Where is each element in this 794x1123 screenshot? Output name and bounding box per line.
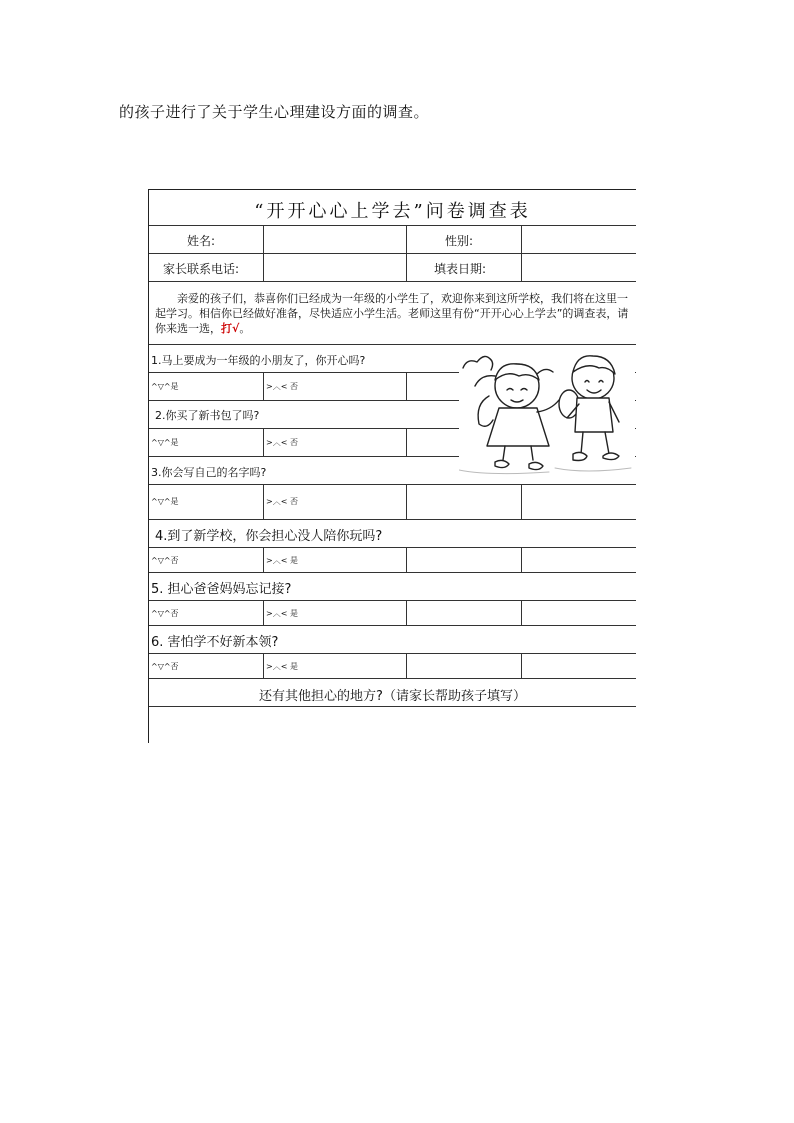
col-divider — [521, 600, 522, 625]
col-divider — [263, 547, 264, 572]
row-divider — [149, 653, 636, 654]
col-divider — [521, 653, 522, 678]
col-divider — [406, 600, 407, 625]
col-divider — [406, 484, 407, 519]
greeting-lead: 亲爱的孩子们，恭喜你们已经成为一年级的小学生了，欢迎你来到这所学校，我们将在这里一起学习。相信你已经做好准备，尽快适应小学生活。老师这里有份“开开心心上学去”的调查表，请你来选一选， — [155, 292, 629, 335]
tick-mark-text: 打√ — [221, 322, 240, 335]
col-divider — [263, 372, 264, 400]
col-divider — [406, 653, 407, 678]
col-divider — [263, 600, 264, 625]
row-divider — [149, 344, 636, 345]
q6-option-yes[interactable]: >︿< 是 — [266, 662, 298, 671]
col-divider — [406, 547, 407, 572]
q2-option-yes[interactable]: ^▽^是 — [151, 438, 179, 447]
intro-text: 的孩子进行了关于学生心理建设方面的调查。 — [119, 103, 430, 121]
gender-field[interactable] — [523, 227, 635, 252]
greeting-end: 。 — [239, 322, 251, 335]
other-worries-field[interactable] — [151, 708, 635, 741]
row-divider — [149, 253, 636, 254]
row-divider — [149, 484, 636, 485]
name-label: 姓名: — [187, 234, 216, 248]
q4-option-yes[interactable]: >︿< 是 — [266, 556, 298, 565]
date-label: 填表日期: — [434, 262, 487, 276]
row-divider — [149, 547, 636, 548]
q6-option-no[interactable]: ^▽^否 — [151, 662, 179, 671]
row-divider — [149, 519, 636, 520]
col-divider — [263, 428, 264, 456]
row-divider — [149, 678, 636, 679]
question-5: 5. 担心爸爸妈妈忘记接? — [151, 582, 292, 597]
survey-title: “开开心心上学去”问卷调查表 — [254, 201, 531, 222]
question-4: 4.到了新学校，你会担心没人陪你玩吗? — [155, 529, 383, 544]
children-illustration — [459, 346, 635, 478]
row-divider — [149, 625, 636, 626]
q4-option-no[interactable]: ^▽^否 — [151, 556, 179, 565]
col-divider — [521, 547, 522, 572]
survey-form — [148, 189, 636, 743]
phone-field[interactable] — [265, 255, 404, 280]
question-6: 6. 害怕学不好新本领? — [151, 635, 279, 650]
row-divider — [149, 225, 636, 226]
two-children-with-backpacks-icon — [459, 346, 635, 478]
question-2: 2.你买了新书包了吗? — [155, 409, 260, 422]
row-divider — [149, 572, 636, 573]
col-divider — [263, 225, 264, 281]
q2-option-no[interactable]: >︿< 否 — [266, 438, 298, 447]
q5-option-no[interactable]: ^▽^否 — [151, 609, 179, 618]
col-divider — [521, 225, 522, 281]
q3-option-no[interactable]: >︿< 否 — [266, 497, 298, 506]
col-divider — [406, 428, 407, 456]
q3-option-yes[interactable]: ^▽^是 — [151, 497, 179, 506]
date-field[interactable] — [523, 255, 635, 280]
phone-label: 家长联系电话: — [163, 262, 240, 276]
q5-option-yes[interactable]: >︿< 是 — [266, 609, 298, 618]
row-divider — [149, 600, 636, 601]
col-divider — [406, 225, 407, 281]
col-divider — [521, 484, 522, 519]
row-divider — [149, 706, 636, 707]
col-divider — [263, 653, 264, 678]
greeting-paragraph — [155, 291, 629, 336]
name-field[interactable] — [265, 227, 404, 252]
question-1: 1.马上要成为一年级的小朋友了，你开心吗? — [151, 354, 366, 367]
gender-label: 性别: — [445, 234, 474, 248]
col-divider — [406, 372, 407, 400]
row-divider — [149, 281, 636, 282]
question-3: 3.你会写自己的名字吗? — [151, 466, 267, 479]
col-divider — [263, 484, 264, 519]
q1-option-no[interactable]: >︿< 否 — [266, 382, 298, 391]
other-worries-label: 还有其他担心的地方?（请家长帮助孩子填写） — [259, 689, 526, 704]
q1-option-yes[interactable]: ^▽^是 — [151, 382, 179, 391]
